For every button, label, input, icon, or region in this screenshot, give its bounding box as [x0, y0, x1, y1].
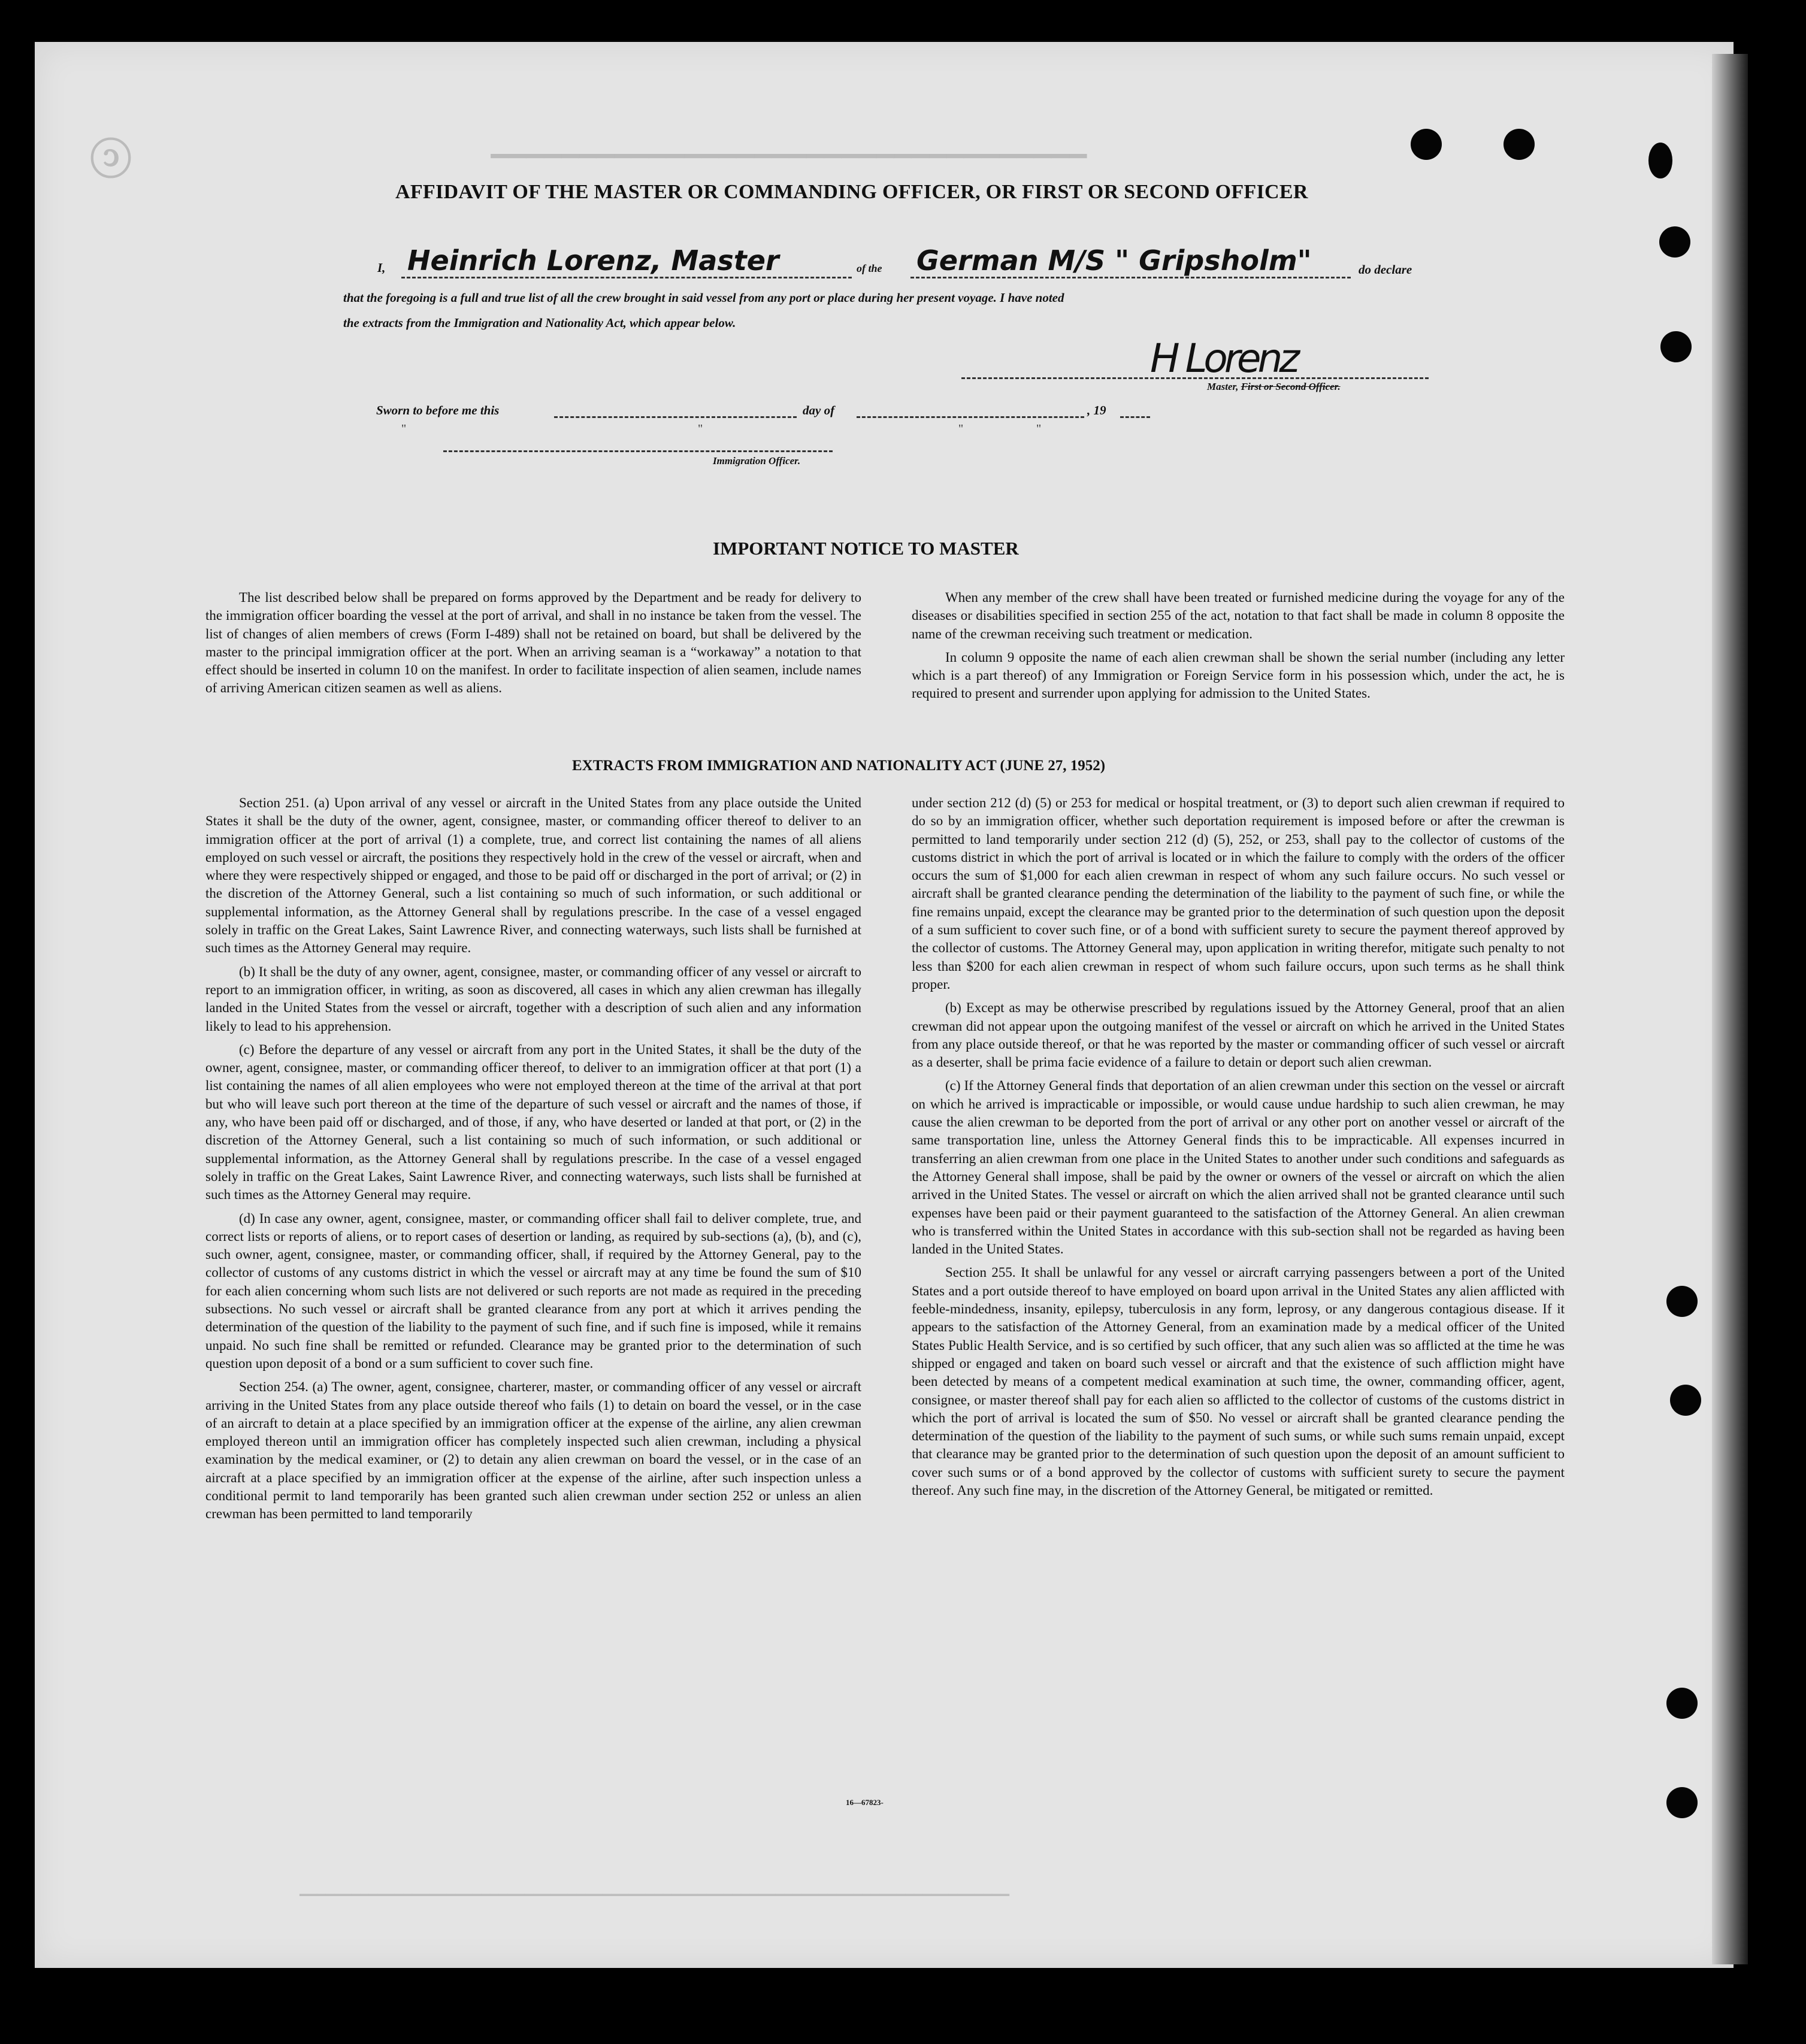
- punch-hole: [1504, 129, 1535, 160]
- immigration-officer-line: [443, 450, 833, 452]
- reverse-side-bleed-header: ▔▔▔▔▔▔▔▔▔▔▔▔▔▔▔▔▔▔▔▔▔▔▔▔▔▔▔▔▔▔▔▔▔▔: [491, 156, 1087, 181]
- section-251c: (c) Before the departure of any vessel or aircraft from any port in the United States, it shall be the duty of the owner, agent, consignee, master, or commanding officer thereof, to deliver to an immigration officer at that port (1) a list containing the names of all alien employees who were not employed thereon at the time of the arrival at that port but who will leave such port thereon at the time of the departure of such vessel or aircraft and the names of those, if any, who have been paid off or discharged, and of those, if any, who have deserted or landed at that port, or (2) in the discretion of the Attorney General, such a list containing so much of such information, or such additional or supplemental information, as the Attorney General shall by regulations prescribe. In the case of a vessel engaged solely in traffic on the Great Lakes, Saint Lawrence River, and connecting waterways, such lists shall be furnished at such times as the Attorney General may require.: [205, 1041, 861, 1203]
- do-declare-label: do declare: [1359, 262, 1412, 277]
- punch-hole: [1666, 1688, 1698, 1719]
- punch-hole: [1666, 1286, 1698, 1317]
- page-edge-shadow: [1712, 54, 1748, 1964]
- punch-hole: [1670, 1385, 1701, 1416]
- punch-hole: [1411, 129, 1442, 160]
- sworn-month-line: [857, 416, 1084, 418]
- reverse-side-bleed-footer: ▁▁▁▁▁▁▁▁▁▁▁▁▁▁▁▁▁▁▁▁▁▁▁▁▁▁▁▁▁▁▁▁▁▁▁▁▁▁▁▁▁▁▁▁▁▁▁▁▁▁▁▁▁▁▁▁▁▁▁▁▁▁▁▁▁▁▁▁▁▁▁▁▁▁▁▁▁▁▁▁▁▁: [300, 1881, 1009, 1897]
- extracts-right-column: [912, 794, 1565, 1505]
- reverse-side-bleed-margin: ⓒ: [90, 136, 132, 183]
- notice-left-paragraph: The list described below shall be prepared on forms approved by the Department and be ready for delivery to the immigration officer boarding the vessel at the port of arrival, and shall in no instance be taken from the vessel. The list of changes of alien members of crews (Form I-489) shall not be retained on board, but shall be delivered by the master to the principal immigration officer at the port. When an arriving seaman is a “workaway” a notation to that effect should be inserted in column 10 on the manifest. In order to facilitate inspection of alien seamen, include names of arriving American citizen seamen as well as aliens.: [205, 590, 861, 696]
- year-label: , 19: [1087, 403, 1106, 417]
- extracts-left-column: [205, 794, 861, 1529]
- section-254b: (b) Except as may be otherwise prescribed by regulations issued by the Attorney General, proof that an alien crewman did not appear upon the outgoing manifest of the vessel or aircraft on which he arrived in the United States from any place outside thereof, or that he was reported by the master or commanding officer of such vessel or aircraft as a deserter, shall be prima facie evidence of a failure to detain or deport such alien crewman.: [912, 1000, 1565, 1070]
- master-name-handwritten: Heinrich Lorenz, Master: [407, 244, 779, 277]
- notice-left-column: [205, 589, 861, 703]
- immigration-officer-label: Immigration Officer.: [713, 455, 801, 467]
- vessel-name-handwritten: German M/S " Gripsholm": [916, 244, 1312, 277]
- ditto-mark: ": [958, 422, 964, 435]
- punch-hole: [1660, 331, 1692, 362]
- punch-hole: [1648, 143, 1672, 178]
- section-251b: (b) It shall be the duty of any owner, agent, consignee, master, or commanding officer of any vessel or aircraft to report to an immigration officer, in writing, as soon as discovered, all cases in which any alien crewman has illegally landed in the United States from the vessel or aircraft, together with a description of such alien and any information likely to lead to his apprehension.: [205, 964, 861, 1034]
- signature-line: [961, 377, 1429, 379]
- name-line: [401, 277, 852, 278]
- affidavit-title: AFFIDAVIT OF THE MASTER OR COMMANDING OFFICER, OR FIRST OR SECOND OFFICER: [395, 181, 1308, 203]
- declaration-line-2: the extracts from the Immigration and Nationality Act, which appear below.: [343, 316, 736, 330]
- section-251d: (d) In case any owner, agent, consignee, master, or commanding officer shall fail to deliver complete, true, and correct lists or reports of aliens, or to report cases of desertion or landing, as required by sub-sections (a), (b), and (c), such owner, agent, consignee, master, or commanding officer, shall, if required by the Attorney General, pay to the collector of customs of any customs district in which the vessel or aircraft may at any time be found the sum of $10 for each alien concerning whom such lists are not delivered or such reports are not made as required in the preceding subsections. No such vessel or aircraft shall be granted clearance from any port at which it arrives pending the determination of the question of the liability to the payment of such fine, and if such fine is imposed, while it remains unpaid. No such fine shall be remitted or refunded. Clearance may be granted prior to the determination of such question upon deposit of a bond or a sum sufficient to cover such fine.: [205, 1210, 861, 1371]
- signer-caption: [1207, 381, 1341, 393]
- i-label: I,: [377, 261, 386, 275]
- notice-right-column: [912, 589, 1565, 708]
- section-255: Section 255. It shall be unlawful for any vessel or aircraft carrying passengers between a port of the United States and a port outside thereof to have employed on board upon arrival in the United States any alien afflicted with feeble-mindedness, insanity, epilepsy, tuberculosis in any form, leprosy, or any dangerous contagious disease. If it appears to the satisfaction of the Attorney General, from an examination made by a medical officer of the United States Public Health Service, and is so certified by such officer, that any such alien was so afflicted at the time he was shipped or engaged and taken on board such vessel or aircraft and that the existence of such affliction might have been detected by means of a competent medical examination at such time, the owner, commanding officer, agent, consignee, or master thereof shall pay for each alien so afflicted to the collector of customs of the customs district in which the port of arrival is located the sum of $50. No vessel or aircraft shall be granted clearance pending the determination of the question of the liability to the payment of such sums, or while such sums remain unpaid, except that clearance may be granted prior to the determination of such question upon the deposit of an amount sufficient to cover such sums or of a bond approved by the collector of customs with sufficient surety to secure the payment thereof. Any such fine may, in the discretion of the Attorney General, be mitigated or remitted.: [912, 1265, 1565, 1498]
- punch-hole: [1666, 1787, 1698, 1818]
- day-of-label: day of: [803, 403, 835, 417]
- ditto-mark: ": [401, 422, 407, 435]
- declaration-line-1: that the foregoing is a full and true list of all the crew brought in said vessel from any port or place during her present voyage. I have noted: [343, 290, 1064, 305]
- vessel-line: [910, 277, 1351, 278]
- form-code: 16—67823-: [846, 1798, 884, 1807]
- ditto-mark: ": [1036, 422, 1042, 435]
- section-251a: Section 251. (a) Upon arrival of any vessel or aircraft in the United States from any place outside the United States it shall be the duty of the owner, agent, consignee, master, or commanding officer thereof to deliver to an immigration officer at the port of arrival (1) a complete, true, and correct list containing the names of all aliens employed on such vessel or aircraft, the positions they respectively hold in the crew of the vessel or aircraft, when and where they were respectively shipped or engaged, and those to be paid off or discharged in the port of arrival; or (2) in the discretion of the Attorney General, such a list containing so much of such information, or such additional or supplemental information, as the Attorney General shall by regulations prescribe. In the case of a vessel engaged solely in traffic on the Great Lakes, Saint Lawrence River, and connecting waterways, such lists shall be furnished at such times as the Attorney General may require.: [205, 795, 861, 956]
- section-254a: Section 254. (a) The owner, agent, consignee, charterer, master, or commanding officer of any vessel or aircraft arriving in the United States from any place outside thereof who fails (1) to detain on board the vessel, or in the case of an aircraft to detain at a place specified by an immigration officer at the expense of the airline, any alien crewman employed thereon until an immigration officer has completely inspected such alien crewman, including a physical examination by the medical examiner, or (2) to detain any alien crewman on board the vessel, or in the case of an aircraft at a place specified by an immigration officer at the expense of the airline, after such inspection unless a conditional permit to land temporarily has been granted such alien crewman under section 252 or unless an alien crewman has been permitted to land temporarily: [205, 1379, 861, 1522]
- punch-hole: [1659, 226, 1690, 258]
- extracts-title: EXTRACTS FROM IMMIGRATION AND NATIONALITY ACT (JUNE 27, 1952): [572, 758, 1106, 774]
- section-254c: (c) If the Attorney General finds that deportation of an alien crewman under this section on the vessel or aircraft on which he arrived is impracticable or impossible, or would cause undue hardship to such alien crewman, he may cause the alien crewman to be deported from the port of arrival or any other port on another vessel or aircraft of the same transportation line, unless the Attorney General finds this to be impracticable. All expenses incurred in transferring an alien crewman from one place in the United States to another under such conditions and safeguards as the Attorney General shall impose, shall be paid by the owner or owners of the vessel or aircraft on which the alien arrived in the United States. The vessel or aircraft on which the alien arrived shall not be granted clearance until such expenses have been paid or their payment guaranteed to the satisfaction of the Attorney General. An alien crewman who is transferred within the United States in accordance with this sub-section shall not be regarded as having been landed in the United States.: [912, 1078, 1565, 1257]
- notice-right-paragraph-2: In column 9 opposite the name of each alien crewman shall be shown the serial number (including any letter which is a part thereof) of any Immigration or Foreign Service form in his possession which, under the act, he is required to present and surrender upon applying for admission to the United States.: [912, 649, 1565, 701]
- sworn-day-line: [554, 416, 797, 418]
- signer-caption-master: Master,: [1207, 381, 1239, 392]
- master-signature: H Lorenz: [1150, 335, 1296, 381]
- signer-caption-struck: First or Second Officer.: [1241, 381, 1341, 392]
- ditto-mark: ": [698, 422, 703, 435]
- sworn-year-line: [1120, 416, 1150, 418]
- of-the-label: of the: [857, 262, 882, 274]
- notice-right-paragraph-1: When any member of the crew shall have been treated or furnished medicine during the voyage for any of the diseases or disabilities specified in section 255 of the act, notation to that fact shall be made in column 8 opposite the name of the crewman receiving such treatment or medication.: [912, 590, 1565, 641]
- notice-title: IMPORTANT NOTICE TO MASTER: [713, 538, 1019, 559]
- section-254a-continued: under section 212 (d) (5) or 253 for medical or hospital treatment, or (3) to deport such alien crewman if required to do so by an immigration officer, whether such deportation requirement is imposed before or after the crewman is permitted to land temporarily under section 212 (d) (5), 252, or 253, shall pay to the collector of customs of the customs district in which the port of arrival is located or in which the failure to comply with the orders of the officer occurs the sum of $1,000 for each alien crewman in respect of whom any such failure occurs. No such vessel or aircraft shall be granted clearance pending the determination of the liability to the payment of such fine, or while the fine remains unpaid, except the clearance may be granted prior to the determination of such question upon the deposit of a sum sufficient to cover such fine, or of a bond with sufficient surety to secure the payment thereof approved by the collector of customs. The Attorney General may, upon application in writing therefor, mitigate such penalty to not less than $200 for each alien crewman in respect of whom such failure occurs, upon such terms as he shall think proper.: [912, 795, 1565, 992]
- sworn-label: Sworn to before me this: [376, 403, 500, 417]
